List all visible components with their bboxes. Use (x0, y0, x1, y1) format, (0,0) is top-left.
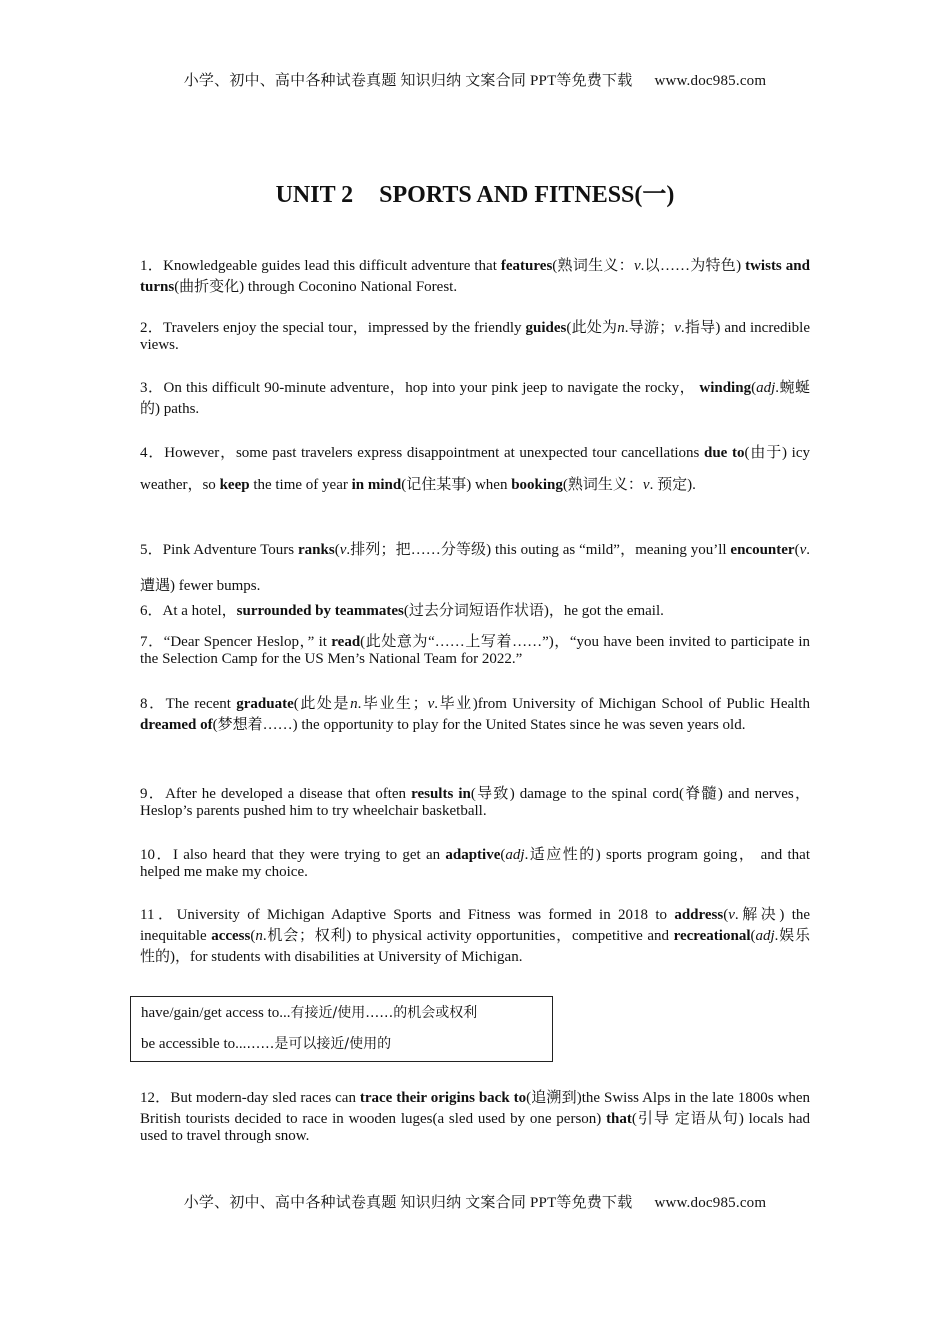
footer-site-link[interactable]: www.doc985.com (654, 1195, 767, 1211)
item-10: 10．I also heard that they were trying to get an adaptive(adj.适应性的) sports program going， and that helped me make my choice. (140, 847, 810, 880)
item-1: 1．Knowledgeable guides lead this difficult adventure that features(熟词生义：v.以……为特色) twists and turns(曲折变化) through Coconino National Forest. (140, 258, 810, 295)
title-unit: UNIT 2 (275, 182, 354, 208)
note-line-1: have/gain/get access to...有接近/使用……的机会或权利 (141, 1005, 478, 1021)
item-12: 12．But modern-day sled races can trace their origins back to(追溯到)the Swiss Alps in the late 1800s when British tourists decided to race in wooden luges(a sled used by one person) that(引导 定语从句) locals had used to travel through snow. (140, 1090, 811, 1144)
item-3: 3．On this difficult 90-minute adventure，hop into your pink jeep to navigate the rocky， winding(adj.蜿蜒的) paths. (140, 380, 810, 417)
item-2: 2．Travelers enjoy the special tour，impressed by the friendly guides(此处为n.导游；v.指导) and incredible views. (140, 320, 810, 353)
page-footer (0, 1191, 950, 1212)
header-text: 小学、初中、高中各种试卷真题 知识归纳 文案合同 PPT等免费下载 (183, 73, 633, 89)
item-9: 9．After he developed a disease that often results in(导致) damage to the spinal cord(脊髓) and nerves，Heslop’s parents pushed him to try wheelchair basketball. (140, 786, 811, 819)
note-line-2: be accessible to...……是可以接近/使用的 (141, 1036, 392, 1052)
item-7: 7．“Dear Spencer Heslop，” it read(此处意为“……上写着……”)，“you have been invited to participate in the Selection Camp for the US Men’s National Team for 2022.” (140, 634, 810, 667)
footer-text: 小学、初中、高中各种试卷真题 知识归纳 文案合同 PPT等免费下载 (183, 1195, 633, 1211)
header-site-link[interactable]: www.doc985.com (654, 73, 767, 89)
note-box (130, 996, 553, 1062)
title-name: SPORTS AND FITNESS(一) (379, 182, 675, 208)
item-5: 5．Pink Adventure Tours ranks(v.排列；把……分等级) this outing as “mild”，meaning you’ll encounter(v.遭遇) fewer bumps. (140, 542, 810, 594)
page-header (0, 69, 950, 90)
item-8: 8．The recent graduate(此处是n.毕业生；v.毕业)from University of Michigan School of Public Health dreamed of(梦想着……) the opportunity to play for the United States since he was seven years old. (140, 696, 810, 733)
item-4: 4．However，some past travelers express disappointment at unexpected tour cancellations due to(由于) icy weather，so keep the time of year in mind(记住某事) when booking(熟词生义：v. 预定). (140, 445, 810, 493)
item-11: 11．University of Michigan Adaptive Sports and Fitness was formed in 2018 to address(v.解决) the inequitable access(n.机会；权利) to physical activity opportunities，competitive and recreational(adj.娱乐性的)，for students with disabilities at University of Michigan. (140, 907, 811, 965)
item-6: 6．At a hotel，surrounded by teammates(过去分词短语作状语)，he got the email. (140, 603, 664, 619)
page-title (0, 174, 950, 209)
